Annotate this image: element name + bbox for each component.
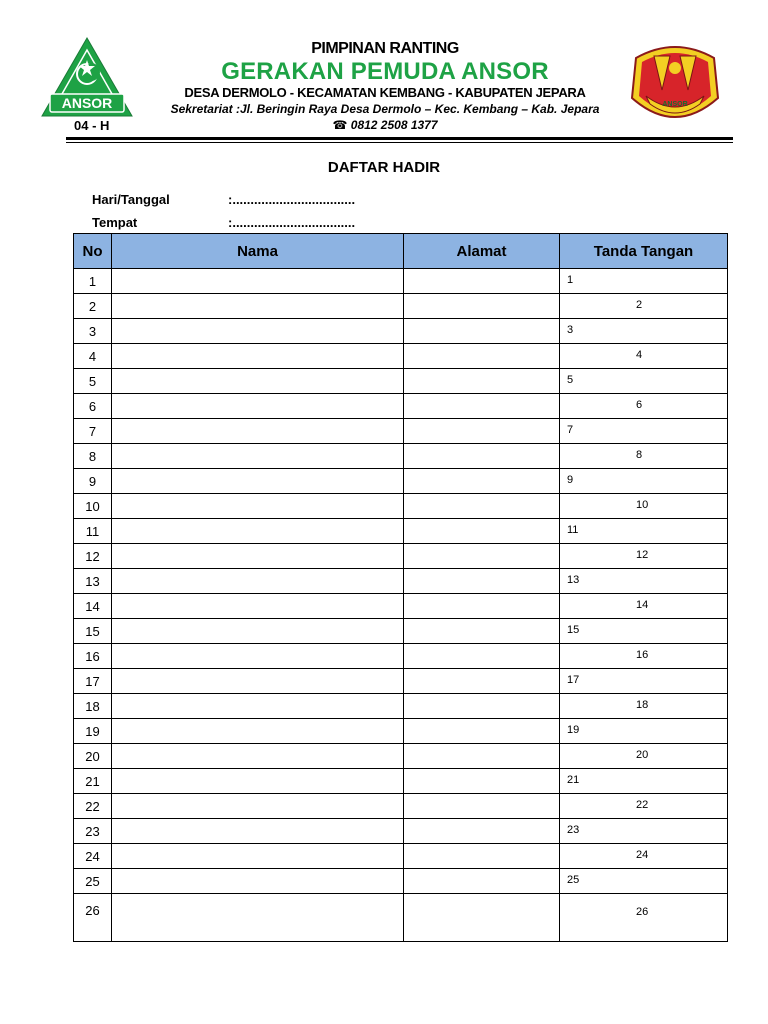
row-number: 16: [74, 644, 112, 669]
name-cell[interactable]: [112, 369, 404, 394]
name-cell[interactable]: [112, 694, 404, 719]
row-number: 10: [74, 494, 112, 519]
signature-cell[interactable]: [560, 894, 728, 942]
row-number: 14: [74, 594, 112, 619]
column-header-no: No: [74, 234, 112, 269]
signature-cell[interactable]: [560, 369, 728, 394]
table-row: [74, 744, 728, 769]
row-number: 25: [74, 869, 112, 894]
org-phone: 0812 2508 1377: [350, 118, 438, 132]
table-row: [74, 819, 728, 844]
signature-number: 24: [636, 849, 649, 861]
table-row: [74, 294, 728, 319]
row-number: 20: [74, 744, 112, 769]
address-cell[interactable]: [404, 344, 560, 369]
name-cell[interactable]: [112, 544, 404, 569]
signature-number: 10: [636, 499, 649, 511]
address-cell[interactable]: [404, 269, 560, 294]
row-number: 5: [74, 369, 112, 394]
address-cell[interactable]: [404, 669, 560, 694]
table-row: [74, 619, 728, 644]
name-cell[interactable]: [112, 519, 404, 544]
signature-cell[interactable]: [560, 444, 728, 469]
name-cell[interactable]: [112, 619, 404, 644]
org-region: DESA DERMOLO - KECAMATAN KEMBANG - KABUPATEN JEPARA: [184, 85, 586, 100]
signature-number: 17: [567, 674, 580, 686]
org-level: PIMPINAN RANTING: [311, 40, 459, 57]
address-cell[interactable]: [404, 394, 560, 419]
signature-number: 23: [567, 824, 580, 836]
name-cell[interactable]: [112, 669, 404, 694]
signature-cell[interactable]: [560, 644, 728, 669]
signature-cell[interactable]: [560, 544, 728, 569]
name-cell[interactable]: [112, 594, 404, 619]
signature-cell[interactable]: [560, 869, 728, 894]
table-row: [74, 644, 728, 669]
row-number: 22: [74, 794, 112, 819]
signature-cell[interactable]: [560, 469, 728, 494]
signature-number: 11: [567, 524, 579, 536]
table-row: [74, 444, 728, 469]
name-cell[interactable]: [112, 269, 404, 294]
ansor-logo: [40, 36, 134, 120]
signature-cell[interactable]: [560, 794, 728, 819]
signature-number: 18: [636, 699, 649, 711]
address-cell[interactable]: [404, 644, 560, 669]
address-cell[interactable]: [404, 319, 560, 344]
signature-number: 19: [567, 724, 580, 736]
table-row: [74, 894, 728, 942]
name-cell[interactable]: [112, 719, 404, 744]
table-row: [74, 419, 728, 444]
row-number: 4: [74, 344, 112, 369]
org-address: Sekretariat :Jl. Beringin Raya Desa Dermolo – Kec. Kembang – Kab. Jepara: [170, 102, 600, 116]
name-cell[interactable]: [112, 869, 404, 894]
signature-number: 14: [636, 599, 649, 611]
signature-number: 8: [636, 449, 643, 461]
signature-number: 3: [567, 324, 574, 336]
signature-number: 5: [567, 374, 574, 386]
row-number: 1: [74, 269, 112, 294]
signature-cell[interactable]: [560, 394, 728, 419]
signature-cell[interactable]: [560, 819, 728, 844]
row-number: 11: [74, 519, 112, 544]
name-cell[interactable]: [112, 644, 404, 669]
name-cell[interactable]: [112, 819, 404, 844]
signature-cell[interactable]: [560, 669, 728, 694]
name-cell[interactable]: [112, 494, 404, 519]
address-cell[interactable]: [404, 894, 560, 942]
table-row: [74, 869, 728, 894]
signature-number: 4: [636, 349, 643, 361]
signature-number: 13: [567, 574, 580, 586]
signature-cell[interactable]: [560, 294, 728, 319]
name-cell[interactable]: [112, 394, 404, 419]
table-row: [74, 319, 728, 344]
signature-number: 26: [636, 906, 649, 918]
address-cell[interactable]: [404, 694, 560, 719]
table-row: [74, 719, 728, 744]
row-number: 18: [74, 694, 112, 719]
signature-cell[interactable]: [560, 269, 728, 294]
address-cell[interactable]: [404, 794, 560, 819]
table-row: [74, 269, 728, 294]
signature-cell[interactable]: [560, 719, 728, 744]
table-row: [74, 569, 728, 594]
row-number: 13: [74, 569, 112, 594]
row-number: 2: [74, 294, 112, 319]
table-row: [74, 794, 728, 819]
attendance-table: [73, 233, 728, 942]
row-number: 6: [74, 394, 112, 419]
name-cell[interactable]: [112, 419, 404, 444]
name-cell[interactable]: [112, 744, 404, 769]
table-row: [74, 394, 728, 419]
name-cell[interactable]: [112, 894, 404, 942]
row-number: 19: [74, 719, 112, 744]
row-number: 21: [74, 769, 112, 794]
address-cell[interactable]: [404, 719, 560, 744]
document-code: 04 - H: [74, 118, 110, 133]
row-number: 15: [74, 619, 112, 644]
signature-cell[interactable]: [560, 344, 728, 369]
name-cell[interactable]: [112, 344, 404, 369]
svg-text:ANSOR: ANSOR: [662, 101, 688, 108]
date-value: :..................................: [228, 192, 356, 207]
place-label: Tempat: [92, 215, 138, 230]
table-row: [74, 344, 728, 369]
banser-emblem: [626, 38, 724, 126]
address-cell[interactable]: [404, 819, 560, 844]
signature-number: 20: [636, 749, 649, 761]
signature-number: 1: [567, 274, 574, 286]
org-phone-line: [150, 118, 620, 132]
name-cell[interactable]: [112, 569, 404, 594]
address-cell[interactable]: [404, 469, 560, 494]
signature-cell[interactable]: [560, 569, 728, 594]
table-row: [74, 844, 728, 869]
signature-cell[interactable]: [560, 694, 728, 719]
table-row: [74, 769, 728, 794]
signature-number: 21: [567, 774, 580, 786]
signature-cell[interactable]: [560, 844, 728, 869]
signature-cell[interactable]: [560, 319, 728, 344]
address-cell[interactable]: [404, 619, 560, 644]
signature-cell[interactable]: [560, 494, 728, 519]
signature-number: 2: [636, 299, 643, 311]
row-number: 17: [74, 669, 112, 694]
header-rule-thick: [66, 137, 733, 140]
name-cell[interactable]: [112, 444, 404, 469]
signature-cell[interactable]: [560, 769, 728, 794]
address-cell[interactable]: [404, 519, 560, 544]
address-cell[interactable]: [404, 844, 560, 869]
row-number: 23: [74, 819, 112, 844]
signature-number: 22: [636, 799, 649, 811]
place-field: [92, 215, 355, 230]
table-row: [74, 469, 728, 494]
signature-cell[interactable]: [560, 744, 728, 769]
org-name: GERAKAN PEMUDA ANSOR: [221, 58, 549, 85]
row-number: 9: [74, 469, 112, 494]
document-title: DAFTAR HADIR: [327, 159, 441, 176]
row-number: 3: [74, 319, 112, 344]
table-row: [74, 369, 728, 394]
signature-cell[interactable]: [560, 419, 728, 444]
address-cell[interactable]: [404, 494, 560, 519]
address-cell[interactable]: [404, 769, 560, 794]
signature-number: 15: [567, 624, 580, 636]
name-cell[interactable]: [112, 319, 404, 344]
table-row: [74, 494, 728, 519]
signature-cell[interactable]: [560, 619, 728, 644]
signature-number: 16: [636, 649, 649, 661]
row-number: 12: [74, 544, 112, 569]
signature-number: 12: [636, 549, 649, 561]
signature-number: 6: [636, 399, 643, 411]
name-cell[interactable]: [112, 469, 404, 494]
signature-number: 25: [567, 874, 580, 886]
header-rule-thin: [66, 142, 733, 143]
name-cell[interactable]: [112, 794, 404, 819]
table-row: [74, 694, 728, 719]
address-cell[interactable]: [404, 744, 560, 769]
row-number: 26: [74, 894, 112, 942]
table-header-row: [74, 234, 728, 269]
name-cell[interactable]: [112, 769, 404, 794]
address-cell[interactable]: [404, 369, 560, 394]
table-row: [74, 669, 728, 694]
column-header-tanda-tangan: Tanda Tangan: [560, 234, 728, 269]
signature-cell[interactable]: [560, 594, 728, 619]
address-cell[interactable]: [404, 569, 560, 594]
date-label: Hari/Tanggal: [92, 192, 170, 207]
address-cell[interactable]: [404, 294, 560, 319]
table-row: [74, 544, 728, 569]
address-cell[interactable]: [404, 444, 560, 469]
phone-icon: ☎: [332, 118, 348, 132]
column-header-alamat: Alamat: [404, 234, 560, 269]
date-field: [92, 192, 355, 207]
row-number: 24: [74, 844, 112, 869]
place-value: :..................................: [228, 215, 356, 230]
signature-cell[interactable]: [560, 519, 728, 544]
name-cell[interactable]: [112, 294, 404, 319]
row-number: 7: [74, 419, 112, 444]
table-row: [74, 594, 728, 619]
table-row: [74, 519, 728, 544]
row-number: 8: [74, 444, 112, 469]
signature-number: 9: [567, 474, 574, 486]
svg-text:ANSOR: ANSOR: [61, 95, 113, 111]
address-cell[interactable]: [404, 419, 560, 444]
address-cell[interactable]: [404, 544, 560, 569]
address-cell[interactable]: [404, 594, 560, 619]
column-header-nama: Nama: [112, 234, 404, 269]
name-cell[interactable]: [112, 844, 404, 869]
address-cell[interactable]: [404, 869, 560, 894]
signature-number: 7: [567, 424, 574, 436]
